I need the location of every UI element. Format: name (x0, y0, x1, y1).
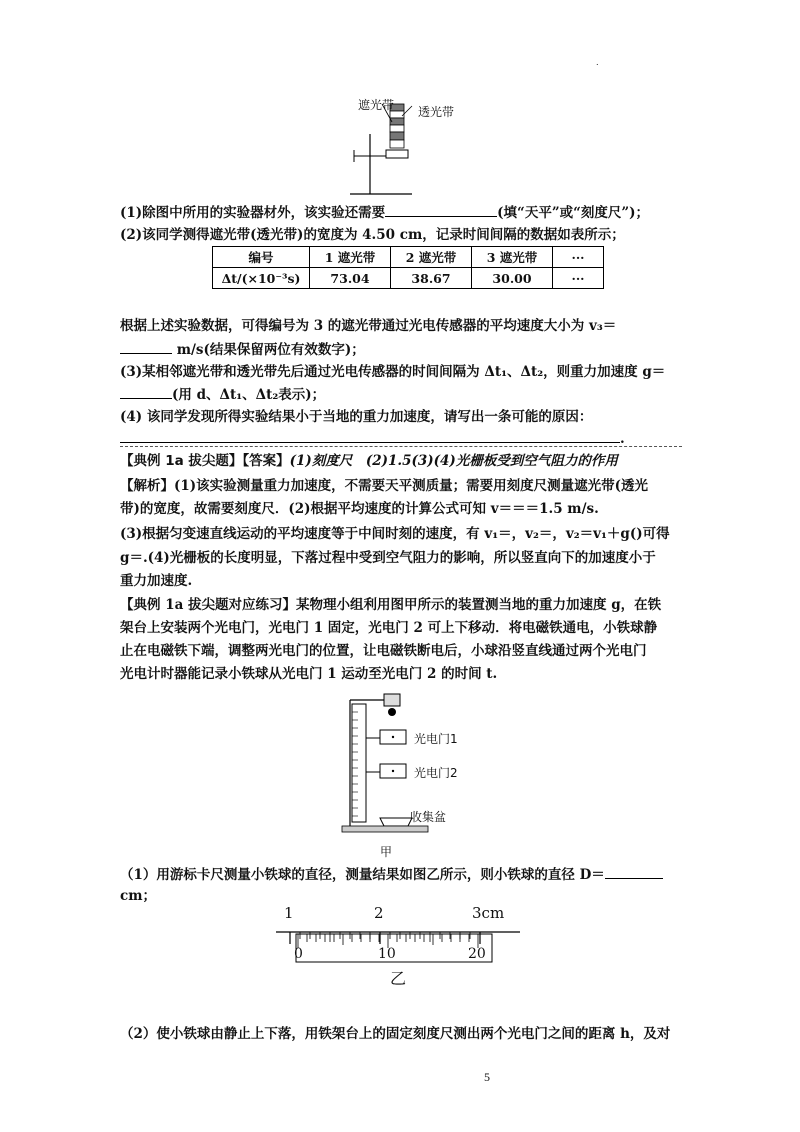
vernier-scale-label: 20 (468, 946, 486, 962)
table-header: 3 遮光带 (472, 247, 553, 268)
question-3-line2: (用 d、Δt₁、Δt₂表示)； (120, 384, 680, 405)
practice-question-2: （2）使小铁球由静止上下落，用铁架台上的固定刻度尺测出两个光电门之间的距离 h，及对 (120, 1026, 671, 1042)
practice-line-2: 架台上安装两个光电门，光电门 1 固定，光电门 2 可上下移动．将电磁铁通电，小铁球静 (120, 620, 658, 636)
question-3-line1: (3)某相邻遮光带和透光带先后通过光电传感器的时间间隔为 Δt₁、Δt₂，则重力加速度 g＝ (120, 364, 666, 380)
table-row (213, 268, 604, 289)
question-4-line1: (4) 该同学发现所得实验结果小于当地的重力加速度，请写出一条可能的原因： (120, 409, 593, 425)
figure-caption-jia: 甲 (380, 845, 393, 859)
analysis-line-2: 带)的宽度，故需要刻度尺．(2)根据平均速度的计算公式可知 v＝＝＝1.5 m/s. (120, 501, 599, 517)
question-2b-line1: 根据上述实验数据，可得编号为 3 的遮光带通过光电传感器的平均速度大小为 v₃＝ (120, 318, 617, 334)
label-collecting-basin: 收集盆 (410, 810, 447, 824)
main-scale-label: 1 (284, 904, 294, 922)
label-photogate-2: 光电门2 (414, 766, 458, 780)
practice-line-4: 光电计时器能记录小铁球从光电门 1 运动至光电门 2 的时间 t. (120, 666, 498, 682)
analysis-line-3: (3)根据匀变速直线运动的平均速度等于中间时刻的速度，有 v₁＝，v₂＝，v₂＝v₁＋g()可得 (120, 526, 670, 542)
main-scale-label: 2 (374, 904, 384, 922)
answer-blank-4[interactable] (120, 428, 620, 443)
table-cell: 38.67 (391, 268, 472, 289)
data-table (212, 246, 604, 289)
vernier-scale-label: 0 (294, 946, 303, 962)
table-row-label: Δt/(×10⁻³s) (213, 268, 310, 289)
table-header: 2 遮光带 (391, 247, 472, 268)
table-header-row (213, 247, 604, 268)
label-photogate-1: 光电门1 (414, 732, 458, 746)
practice-line-3: 止在电磁铁下端，调整两光电门的位置，让电磁铁断电后，小球沿竖直线通过两个光电门 (120, 643, 647, 659)
table-cell: 73.04 (310, 268, 391, 289)
question-4-line2: . (120, 428, 680, 449)
vernier-scale-label: 10 (378, 946, 396, 962)
section-divider (120, 446, 682, 447)
table-cell: 30.00 (472, 268, 553, 289)
analysis-line-1: 【解析】(1)该实验测量重力加速度，不需要天平测质量；需要用刻度尺测量遮光带(透光 (120, 478, 649, 494)
table-cell: ··· (553, 268, 604, 289)
label-shade-band: 遮光带 (358, 98, 395, 112)
question-2: (2)该同学测得遮光带(透光带)的宽度为 4.50 cm，记录时间间隔的数据如表所示； (120, 227, 625, 243)
answer-line: 【典例 1a 拔尖题】【答案】(1)刻度尺 (2)1.5(3)(4)光栅板受到空气阻力的作用 (120, 453, 618, 469)
analysis-line-5: 重力加速度. (120, 573, 193, 589)
answer-blank-1[interactable] (385, 202, 497, 217)
table-header: ··· (553, 247, 604, 268)
question-2b-line2: m/s(结果保留两位有效数字)； (120, 339, 680, 360)
practice-question-1-unit: cm； (120, 888, 157, 904)
answer-blank-2[interactable] (120, 339, 172, 354)
table-header: 1 遮光带 (310, 247, 391, 268)
label-clear-band: 透光带 (418, 105, 455, 119)
answer-blank-diameter[interactable] (605, 864, 663, 879)
question-1: (1)除图中所用的实验器材外，该实验还需要 (填“天平”或“刻度尺”)； (120, 202, 680, 223)
table-header: 编号 (213, 247, 310, 268)
main-scale-label: 3cm (472, 904, 505, 922)
answer-blank-3[interactable] (120, 384, 172, 399)
corner-dot: . (596, 58, 599, 67)
analysis-line-4: g＝.(4)光栅板的长度明显，下落过程中受到空气阻力的影响，所以竖直向下的加速度小于 (120, 550, 656, 566)
figure-caption-yi: 乙 (390, 969, 407, 988)
page-number: 5 (484, 1070, 490, 1084)
practice-line-1: 【典例 1a 拔尖题对应练习】某物理小组利用图甲所示的装置测当地的重力加速度 g，在铁 (120, 597, 662, 613)
practice-question-1: （1）用游标卡尺测量小铁球的直径，测量结果如图乙所示，则小铁球的直径 D＝ (120, 864, 680, 885)
